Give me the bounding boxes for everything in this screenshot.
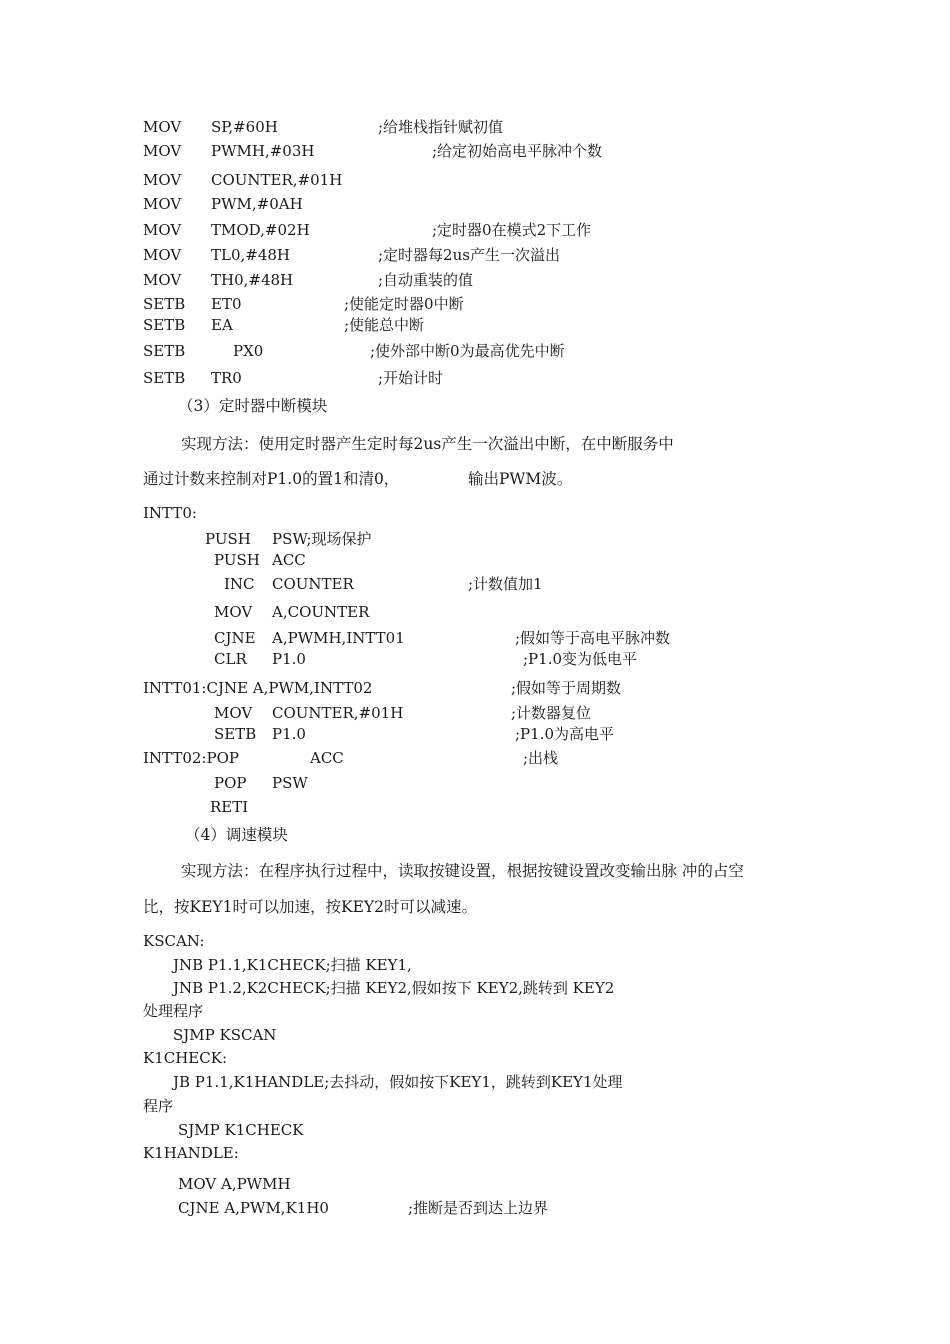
code-comment: ;假如等于周期数	[511, 679, 622, 697]
code-comment: ;计数值加1	[468, 575, 543, 593]
code-arg: PSW;现场保护	[272, 530, 372, 548]
code-line: K1HANDLE:	[143, 1144, 239, 1162]
code-arg: TR0	[211, 369, 242, 387]
code-arg: ACC	[272, 551, 306, 569]
code-op: SETB	[214, 725, 257, 743]
code-op: MOV	[143, 142, 182, 160]
code-label: INTT01:CJNE A,PWM,INTT02	[143, 679, 373, 697]
code-line: SJMP K1CHECK	[178, 1121, 304, 1139]
code-op: INC	[224, 575, 255, 593]
code-op: SETB	[143, 316, 186, 334]
code-op: RETI	[210, 798, 249, 816]
code-op: MOV	[143, 271, 182, 289]
code-arg: EA	[211, 316, 233, 334]
code-comment: ;计数器复位	[511, 704, 592, 722]
code-arg: COUNTER,#01H	[211, 171, 343, 189]
section3-paragraph-line2b: 输出PWM波。	[468, 470, 573, 488]
code-comment: ;假如等于高电平脉冲数	[515, 629, 671, 647]
code-arg: PX0	[233, 342, 264, 360]
code-arg: PWM,#0AH	[211, 195, 303, 213]
section3-paragraph-line2a: 通过计数来控制对P1.0的置1和清0，	[143, 470, 400, 488]
code-arg: PWMH,#03H	[211, 142, 315, 160]
section3-paragraph-line1: 实现方法：使用定时器产生定时每2us产生一次溢出中断，在中断服务中	[181, 435, 674, 453]
code-comment: ;定时器每2us产生一次溢出	[378, 246, 560, 264]
code-op: MOV	[214, 704, 253, 722]
code-arg: A,COUNTER	[272, 603, 370, 621]
code-comment: ;使能总中断	[344, 316, 425, 334]
code-op: MOV	[143, 246, 182, 264]
code-comment: ;P1.0变为低电平	[523, 650, 638, 668]
code-line: JNB P1.1,K1CHECK;扫描 KEY1,	[173, 956, 412, 974]
code-arg: TMOD,#02H	[211, 221, 310, 239]
section4-paragraph-line2: 比，按KEY1时可以加速，按KEY2时可以减速。	[143, 898, 477, 916]
code-comment: ;使能定时器0中断	[344, 295, 464, 313]
code-op: CJNE	[214, 629, 256, 647]
code-comment: ;推断是否到达上边界	[408, 1199, 549, 1217]
code-op: MOV	[143, 118, 182, 136]
code-arg: A,PWMH,INTT01	[272, 629, 405, 647]
code-line: MOV A,PWMH	[178, 1175, 291, 1193]
code-line: JB P1.1,K1HANDLE;去抖动，假如按下KEY1，跳转到KEY1处理	[173, 1073, 623, 1091]
section4-paragraph-line1: 实现方法：在程序执行过程中，读取按键设置，根据按键设置改变输出脉 冲的占空	[181, 862, 744, 880]
code-line: 处理程序	[143, 1002, 204, 1020]
code-op: PUSH	[214, 551, 260, 569]
code-comment: ;定时器0在模式2下工作	[432, 221, 592, 239]
code-op: MOV	[214, 603, 253, 621]
code-comment: ;给定初始高电平脉冲个数	[432, 142, 603, 160]
code-line: 程序	[143, 1097, 174, 1115]
code-line: K1CHECK:	[143, 1049, 227, 1067]
code-op: CLR	[214, 650, 247, 668]
code-line: KSCAN:	[143, 932, 205, 950]
code-arg: SP,#60H	[211, 118, 278, 136]
code-line: JNB P1.2,K2CHECK;扫描 KEY2,假如按下 KEY2,跳转到 KEY2	[173, 979, 615, 997]
code-arg: TL0,#48H	[211, 246, 291, 264]
code-op: MOV	[143, 171, 182, 189]
section3-heading: （3）定时器中断模块	[178, 397, 328, 415]
code-line: SJMP KSCAN	[173, 1026, 277, 1044]
code-arg: ET0	[211, 295, 242, 313]
code-comment: ;自动重装的值	[378, 271, 474, 289]
section4-heading: （4）调速模块	[185, 826, 288, 844]
code-comment: ;出栈	[523, 749, 559, 767]
code-comment: ;给堆栈指针赋初值	[378, 118, 504, 136]
code-arg: P1.0	[272, 725, 306, 743]
code-line: CJNE A,PWM,K1H0	[178, 1199, 329, 1217]
code-arg: TH0,#48H	[211, 271, 294, 289]
code-op: SETB	[143, 369, 186, 387]
code-op: SETB	[143, 342, 186, 360]
code-label: INTT0:	[143, 504, 197, 522]
code-arg: COUNTER,#01H	[272, 704, 404, 722]
code-comment: ;开始计时	[378, 369, 444, 387]
code-arg: PSW	[272, 774, 308, 792]
code-op: MOV	[143, 221, 182, 239]
code-comment: ;P1.0为高电平	[515, 725, 615, 743]
code-arg: ACC	[310, 749, 344, 767]
code-op: SETB	[143, 295, 186, 313]
code-arg: COUNTER	[272, 575, 354, 593]
code-arg: P1.0	[272, 650, 306, 668]
code-op: MOV	[143, 195, 182, 213]
code-label: INTT02:POP	[143, 749, 239, 767]
code-op: POP	[214, 774, 247, 792]
code-comment: ;使外部中断0为最高优先中断	[370, 342, 565, 360]
code-op: PUSH	[205, 530, 251, 548]
